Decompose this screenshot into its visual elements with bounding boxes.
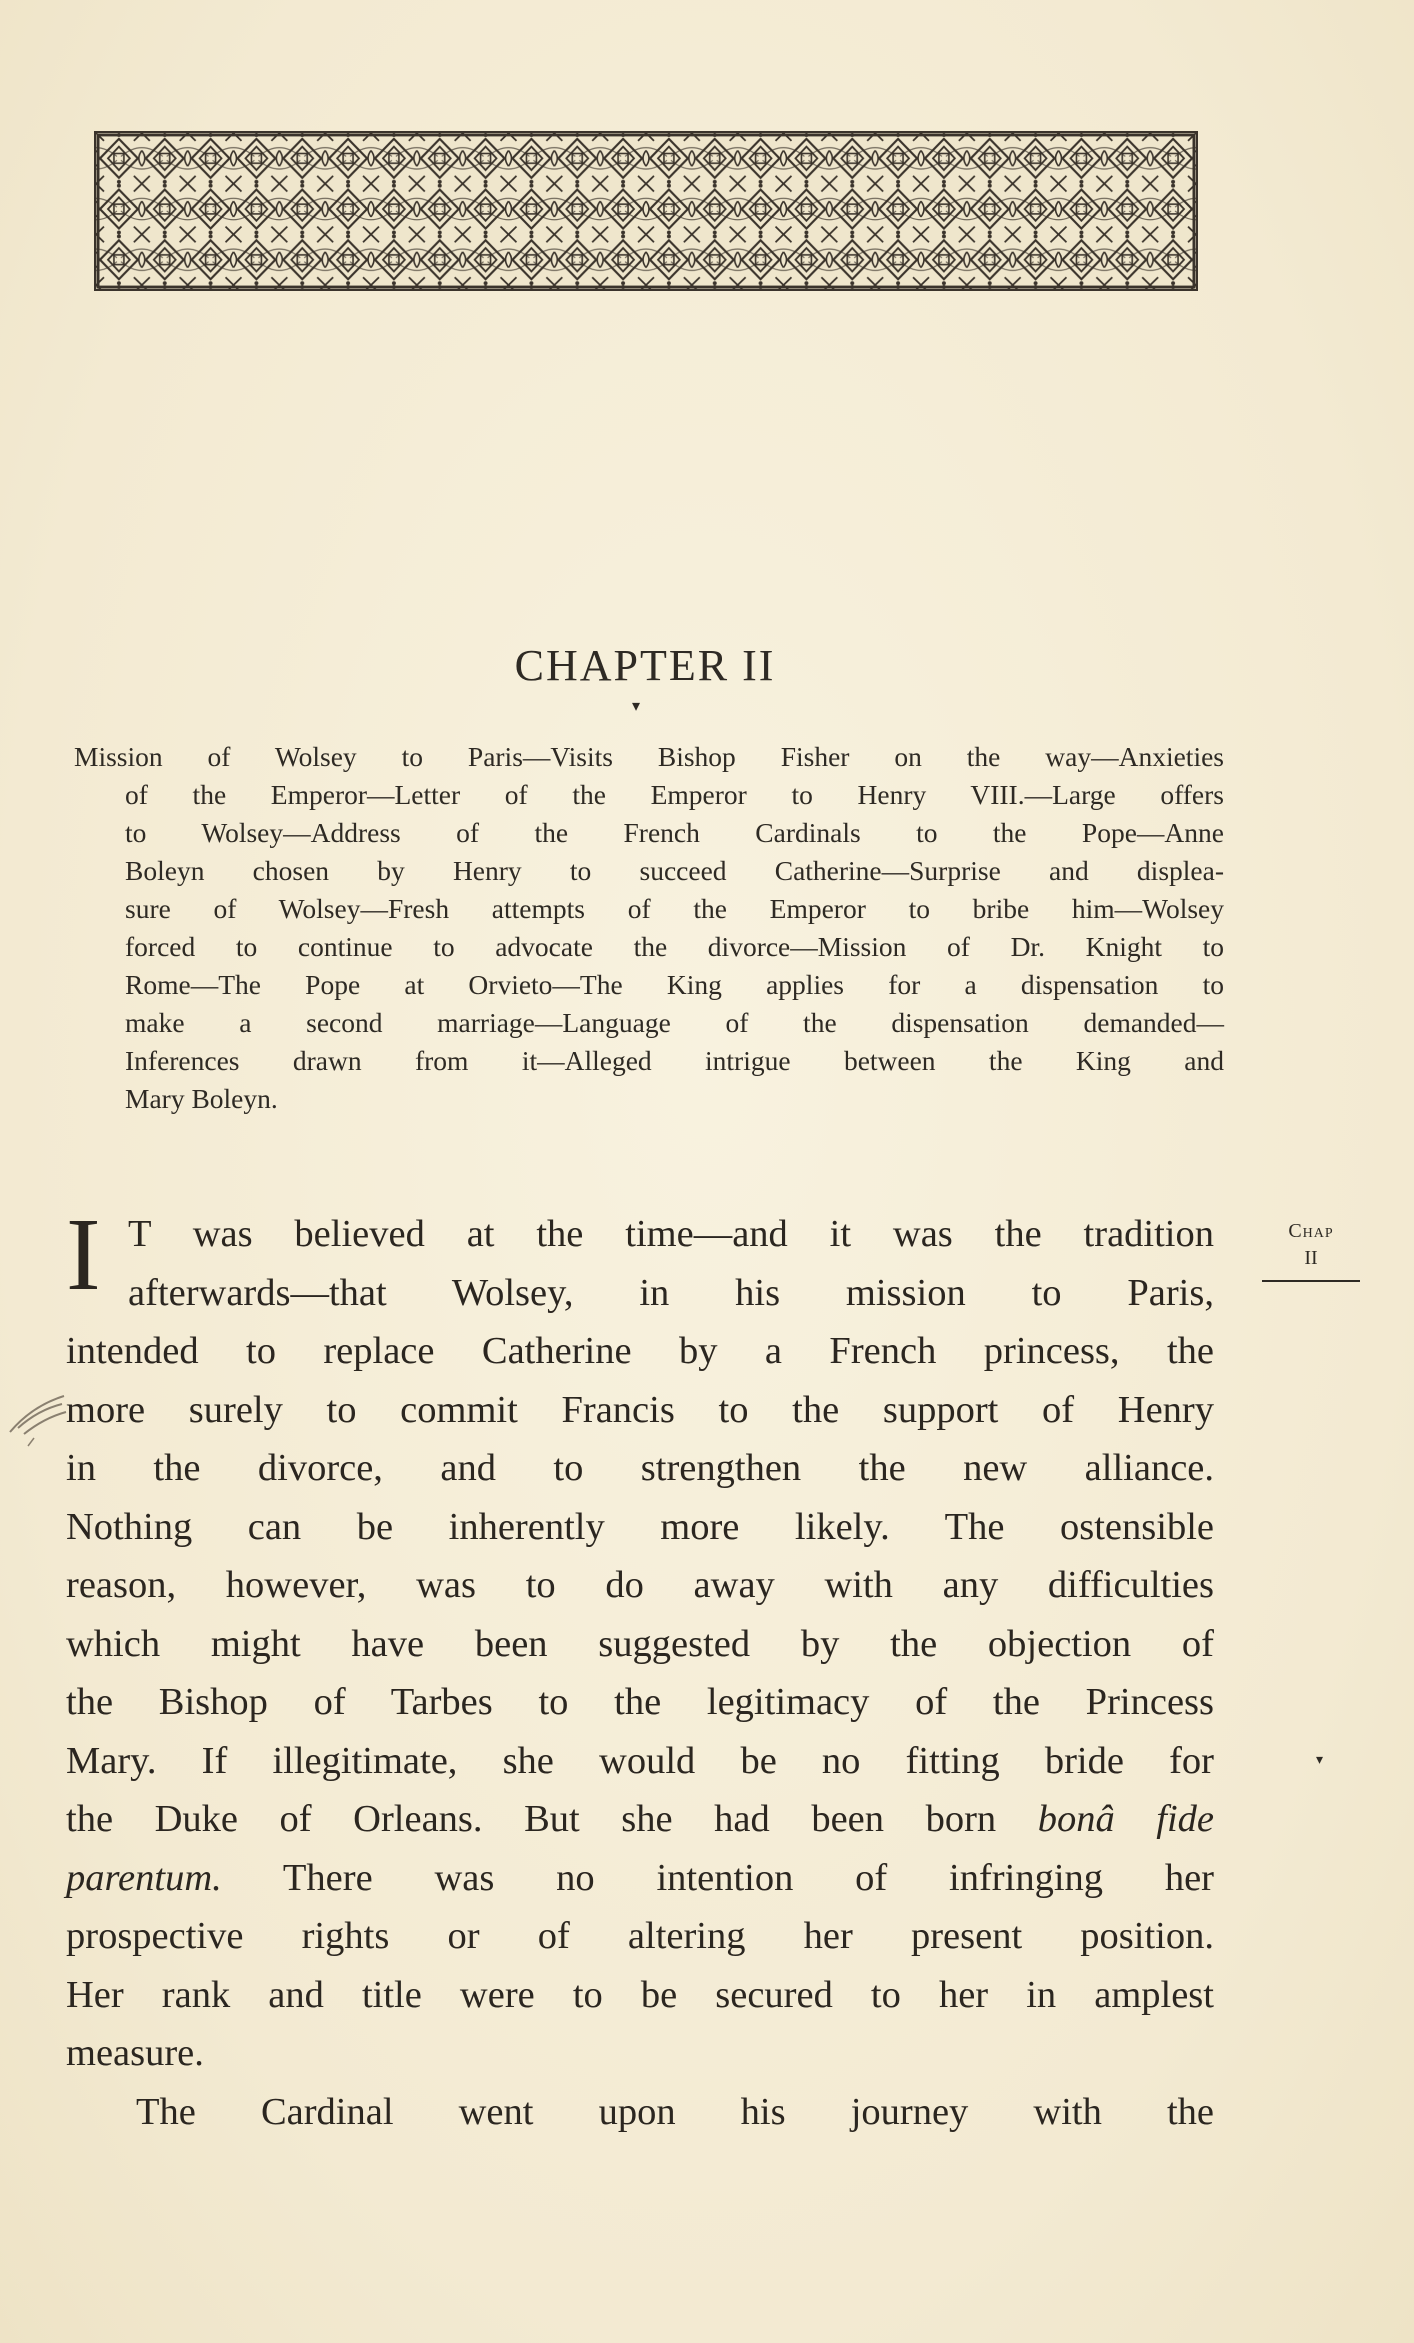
ornamental-header-band — [94, 131, 1198, 291]
body-line: which might have been suggested by the objection of — [66, 1622, 1214, 1665]
body-line: more surely to commit Francis to the support of Henry — [66, 1388, 1214, 1431]
body-text-run: the Duke of Orleans. But she had been born — [66, 1798, 1038, 1840]
body-line — [66, 1790, 1214, 1849]
chapter-title: CHAPTER II — [514, 641, 776, 690]
italic-phrase: bonâ fide — [1037, 1798, 1214, 1840]
body-line: The Cardinal went upon his journey with the — [136, 2090, 1214, 2133]
pencil-mark-icon — [4, 1388, 84, 1448]
margin-sidenote — [1262, 1220, 1360, 1282]
summary-line: Inferences drawn from it—Alleged intrigue between the King and — [125, 1045, 1224, 1076]
body-line: Nothing can be inherently more likely. The ostensible — [66, 1505, 1214, 1548]
body-line: prospective rights or of altering her present position. — [66, 1915, 1214, 1957]
body-text — [66, 1197, 1214, 2141]
summary-line: Boleyn chosen by Henry to succeed Catherine—Surprise and displea- — [125, 855, 1224, 886]
chapter-summary — [74, 738, 1224, 1118]
body-line: T was believed at the time—and it was the tradition — [128, 1213, 1214, 1255]
body-text-run: There was no intention of infringing her — [221, 1856, 1214, 1899]
summary-line: of the Emperor—Letter of the Emperor to Henry VIII.—Large offers — [125, 779, 1224, 810]
summary-line: Mary Boleyn. — [125, 1083, 278, 1114]
summary-line: sure of Wolsey—Fresh attempts of the Emperor to bribe him—Wolsey — [125, 893, 1224, 924]
body-line — [66, 1849, 1214, 1908]
body-line: the Bishop of Tarbes to the legitimacy of the Princess — [66, 1681, 1214, 1723]
italic-phrase: parentum. — [66, 1856, 222, 1899]
summary-line: make a second marriage—Language of the dispensation demanded— — [125, 1007, 1224, 1038]
ornament-pattern — [96, 133, 1196, 289]
body-line: Her rank and title were to be secured to her in amplest — [66, 1973, 1214, 2016]
body-line: in the divorce, and to strengthen the new alliance. — [66, 1447, 1214, 1489]
body-line: afterwards—that Wolsey, in his mission to Paris, — [128, 1271, 1214, 1314]
ink-speck: ▾ — [1316, 1752, 1324, 1768]
body-line: Mary. If illegitimate, she would be no fitting bride for — [66, 1739, 1214, 1782]
summary-line: to Wolsey—Address of the French Cardinals to the Pope—Anne — [125, 817, 1224, 848]
summary-line: forced to continue to advocate the divorce—Mission of Dr. Knight to — [125, 931, 1224, 962]
sidenote-chap-number: II — [1304, 1247, 1318, 1269]
summary-line: Rome—The Pope at Orvieto—The King applies for a dispensation to — [125, 969, 1224, 1000]
sidenote-chap-label: Chap — [1288, 1220, 1334, 1242]
body-line: intended to replace Catherine by a French princess, the — [66, 1330, 1214, 1372]
body-line: reason, however, was to do away with any difficulties — [66, 1564, 1214, 1606]
sidenote-rule — [1262, 1280, 1360, 1282]
drop-cap: I — [66, 1197, 101, 1312]
body-line: measure. — [66, 2032, 204, 2074]
summary-line: Mission of Wolsey to Paris—Visits Bishop Fisher on the way—Anxieties — [74, 741, 1224, 772]
title-mark: ▾ — [632, 696, 641, 715]
